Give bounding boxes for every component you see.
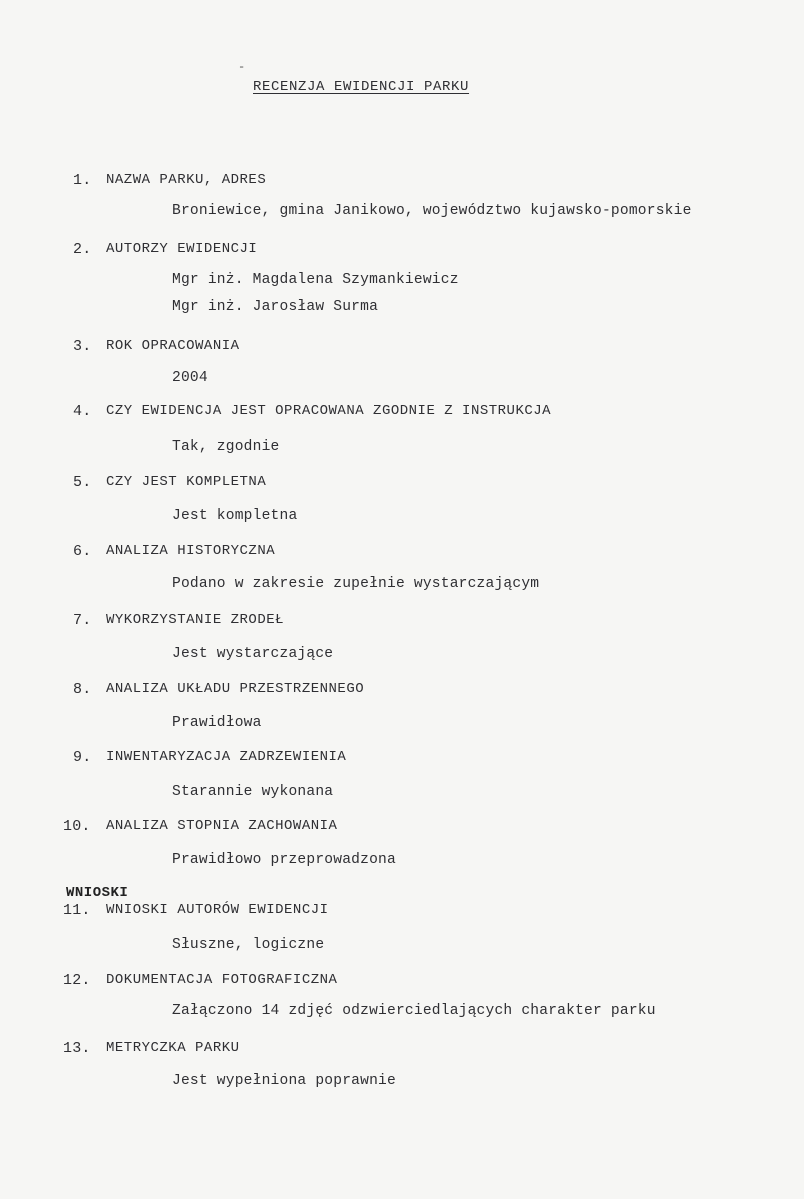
item-heading: NAZWA PARKU, ADRES <box>106 172 267 188</box>
item-answer: Tak, zgodnie <box>172 439 280 455</box>
item-answer: Prawidłowa <box>172 715 262 731</box>
item-heading: METRYCZKA PARKU <box>106 1040 240 1056</box>
item-number: 12. <box>63 972 91 989</box>
item-heading: CZY JEST KOMPLETNA <box>106 474 267 490</box>
item-number: 5. <box>73 474 92 491</box>
item-answer: Mgr inż. Jarosław Surma <box>172 299 379 315</box>
item-answer: 2004 <box>172 370 208 386</box>
item-number: 9. <box>73 749 92 766</box>
item-heading: ANALIZA HISTORYCZNA <box>106 543 276 559</box>
item-heading: INWENTARYZACJA ZADRZEWIENIA <box>106 749 347 765</box>
item-heading: AUTORZY EWIDENCJI <box>106 241 258 257</box>
item-answer: Słuszne, logiczne <box>172 937 325 953</box>
item-answer: Załączono 14 zdjęć odzwierciedlających charakter parku <box>172 1003 656 1019</box>
item-heading: WNIOSKI AUTORÓW EWIDENCJI <box>106 902 329 918</box>
item-heading: CZY EWIDENCJA JEST OPRACOWANA ZGODNIE Z INSTRUKCJA <box>106 403 552 419</box>
item-number: 13. <box>63 1040 91 1057</box>
item-heading: ANALIZA UKŁADU PRZESTRZENNEGO <box>106 681 365 697</box>
item-heading: ANALIZA STOPNIA ZACHOWANIA <box>106 818 338 834</box>
item-answer: Mgr inż. Magdalena Szymankiewicz <box>172 272 459 288</box>
item-number: 3. <box>73 338 92 355</box>
document-title: RECENZJA EWIDENCJI PARKU <box>253 79 470 95</box>
item-answer: Jest wypełniona poprawnie <box>172 1073 396 1089</box>
item-number: 8. <box>73 681 92 698</box>
item-answer: Starannie wykonana <box>172 784 334 800</box>
item-number: 4. <box>73 403 92 420</box>
stray-mark: - <box>238 60 246 74</box>
item-answer: Podano w zakresie zupełnie wystarczającym <box>172 576 540 592</box>
item-number: 2. <box>73 241 92 258</box>
item-answer: Jest kompletna <box>172 508 298 524</box>
struck-out-text: WNIOSKI <box>66 885 129 901</box>
item-heading: DOKUMENTACJA FOTOGRAFICZNA <box>106 972 338 988</box>
item-answer: Prawidłowo przeprowadzona <box>172 852 396 868</box>
item-heading: WYKORZYSTANIE ZRODEŁ <box>106 612 285 628</box>
item-number: 7. <box>73 612 92 629</box>
item-number: 6. <box>73 543 92 560</box>
item-number: 10. <box>63 818 91 835</box>
item-number: 11. <box>63 902 91 919</box>
item-heading: ROK OPRACOWANIA <box>106 338 240 354</box>
item-number: 1. <box>73 172 92 189</box>
item-answer: Broniewice, gmina Janikowo, województwo kujawsko-pomorskie <box>172 203 692 219</box>
item-answer: Jest wystarczające <box>172 646 334 662</box>
